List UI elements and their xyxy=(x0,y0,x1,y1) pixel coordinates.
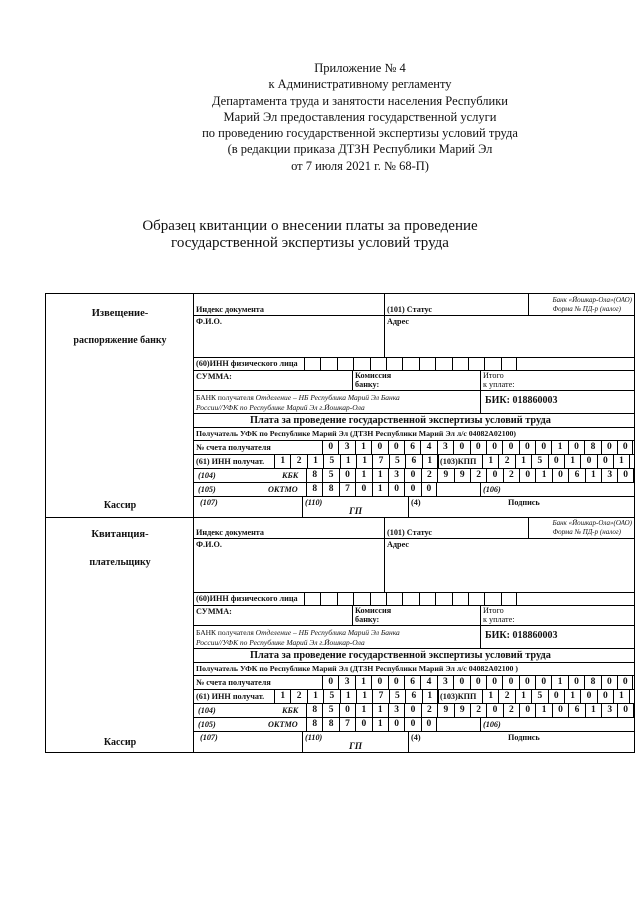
notice-label-2: распоряжение банку xyxy=(73,335,167,346)
digit-cell: 3 xyxy=(388,469,404,482)
doc-index-label: Индекс документа xyxy=(196,528,265,537)
digit-cell: 5 xyxy=(322,704,338,717)
gp-value: ГП xyxy=(349,507,363,517)
digit-cell: 1 xyxy=(355,469,371,482)
payer-inn-grid[interactable] xyxy=(304,593,517,605)
notice-section xyxy=(46,294,634,518)
oktmo-label: ОКТМО xyxy=(268,485,298,494)
digit-cell: 1 xyxy=(372,718,388,731)
digit-cell: 1 xyxy=(535,469,551,482)
digit-cell: 1 xyxy=(355,441,371,454)
digit-cell: 5 xyxy=(531,690,547,703)
fio-label: Ф.И.О. xyxy=(196,317,222,326)
digit-cell: 5 xyxy=(389,690,405,703)
title-line-2: государственной экспертизы условий труда xyxy=(171,235,449,251)
digit-cell: 2 xyxy=(290,455,306,468)
doc-index-row xyxy=(194,517,634,539)
digit-cell: 0 xyxy=(552,469,568,482)
fio-label: Ф.И.О. xyxy=(196,540,222,549)
field-4-cell[interactable] xyxy=(408,497,504,517)
field-107: (107) xyxy=(200,498,218,507)
digit-cell: 8 xyxy=(322,483,338,496)
digit-cell: 1 xyxy=(356,690,372,703)
digit-cell: 0 xyxy=(597,690,613,703)
receipt-section xyxy=(46,517,634,752)
kpp-grid[interactable] xyxy=(482,690,630,703)
digit-cell: 1 xyxy=(551,441,567,454)
digit-cell: 6 xyxy=(405,690,421,703)
receipt-label-column xyxy=(46,517,194,752)
digit-cell: 0 xyxy=(617,704,633,717)
status-label: (101) Статус xyxy=(387,528,432,537)
account-grid[interactable] xyxy=(322,441,633,454)
receipt-label-2: плательщику xyxy=(89,557,151,568)
header-line: к Административному регламенту xyxy=(268,77,452,92)
digit-cell: 0 xyxy=(453,441,469,454)
digit-cell: 3 xyxy=(437,441,453,454)
field-107: (107) xyxy=(200,733,218,742)
receipt-label: Квитанция- xyxy=(91,529,149,540)
payer-inn-label: (60)ИНН физического лица xyxy=(196,594,298,603)
digit-cell: 4 xyxy=(420,676,436,689)
digit-cell: 7 xyxy=(372,690,388,703)
digit-cell: 0 xyxy=(519,676,535,689)
digit-cell: 1 xyxy=(372,483,388,496)
field-106: (106) xyxy=(483,485,501,494)
digit-cell: 1 xyxy=(482,455,498,468)
commission-label: Комиссия банку: xyxy=(355,606,392,624)
digit-cell: 2 xyxy=(421,704,437,717)
notice-label-column xyxy=(46,294,194,517)
bank-form-line-1: Банк «Йошкар-Ола»(ОАО) xyxy=(552,519,632,527)
digit-cell: 2 xyxy=(421,469,437,482)
receipt-fields xyxy=(194,517,634,752)
oktmo-number: (105) xyxy=(198,720,216,729)
bik-cell xyxy=(480,391,634,413)
digit-cell: 6 xyxy=(568,469,584,482)
field-110: (110) xyxy=(305,498,323,507)
digit-cell: 1 xyxy=(274,455,290,468)
kbk-number: (104) xyxy=(198,471,216,480)
digit-cell: 6 xyxy=(404,676,420,689)
digit-cell: 0 xyxy=(339,704,355,717)
digit-cell: 0 xyxy=(404,483,420,496)
digit-cell: 0 xyxy=(568,441,584,454)
recipient-row xyxy=(194,663,634,676)
signature-label: Подпись xyxy=(508,498,540,507)
digit-cell: 0 xyxy=(617,676,633,689)
digit-cell: 1 xyxy=(372,469,388,482)
digit-cell: 0 xyxy=(486,469,502,482)
digit-cell: 0 xyxy=(601,676,617,689)
digit-cell: 0 xyxy=(568,676,584,689)
digit-cell: 8 xyxy=(584,676,600,689)
header-line: по проведению государственной экспертизы условий труда xyxy=(202,126,518,141)
digit-cell: 9 xyxy=(454,469,470,482)
digit-cell: 3 xyxy=(388,704,404,717)
commission-label: Комиссия банку: xyxy=(355,371,392,389)
digit-cell: 2 xyxy=(498,690,514,703)
header-line: Департамента труда и занятости населения Республики xyxy=(211,93,508,108)
field-4: (4) xyxy=(411,733,421,742)
digit-cell: 0 xyxy=(404,704,420,717)
digit-cell: 1 xyxy=(564,690,580,703)
digit-cell: 2 xyxy=(503,704,519,717)
bank-recipient-row xyxy=(194,391,634,414)
kpp-grid[interactable] xyxy=(482,455,630,468)
commission-cell[interactable] xyxy=(352,371,480,390)
signature-cell[interactable] xyxy=(504,732,634,752)
digit-cell: 6 xyxy=(568,704,584,717)
kbk-grid[interactable] xyxy=(306,469,634,482)
address-cell[interactable] xyxy=(384,539,634,592)
account-row xyxy=(194,676,634,690)
bank-recipient: БАНК получателя Отделение – НБ Республика Марий Эл Банка России//УФК по Республике Марий Эл г.Йошкар-Ола xyxy=(196,628,400,647)
digit-cell: 1 xyxy=(613,690,629,703)
sum-row xyxy=(194,606,634,626)
header-line: от 7 июля 2021 г. № 68-П) xyxy=(291,158,429,173)
digit-cell: 0 xyxy=(597,455,613,468)
digit-cell: 3 xyxy=(338,676,354,689)
digit-cell: 1 xyxy=(356,455,372,468)
payer-inn-row xyxy=(194,593,634,606)
total-label: Итого к уплате: xyxy=(483,371,515,389)
digit-cell: 1 xyxy=(613,455,629,468)
digit-cell: 0 xyxy=(580,690,596,703)
oktmo-number: (105) xyxy=(198,485,216,494)
commission-cell[interactable] xyxy=(352,606,480,625)
digit-cell: 1 xyxy=(535,704,551,717)
digit-cell: 0 xyxy=(404,718,420,731)
kbk-row xyxy=(194,469,634,483)
account-row xyxy=(194,441,634,455)
digit-cell: 8 xyxy=(584,441,600,454)
bank-recipient: БАНК получателя Отделение – НБ Республика Марий Эл Банка России//УФК по Республике Марий Эл г.Йошкар-Ола xyxy=(196,393,400,412)
digit-cell: 2 xyxy=(470,704,486,717)
bik-value: БИК: 018860003 xyxy=(485,630,558,641)
oktmo-grid[interactable] xyxy=(306,718,437,731)
recipient-inn-label: (61) ИНН получат. xyxy=(196,692,265,701)
sum-row xyxy=(194,371,634,391)
bank-form-line-2: Форма № ПД-р (налог) xyxy=(552,304,621,313)
digit-cell: 9 xyxy=(454,704,470,717)
field-106: (106) xyxy=(483,720,501,729)
recipient-inn-row xyxy=(194,690,634,704)
recipient-inn-label: (61) ИНН получат. xyxy=(196,457,265,466)
digit-cell: 3 xyxy=(601,469,617,482)
digit-cell: 6 xyxy=(404,441,420,454)
digit-cell: 0 xyxy=(548,690,564,703)
digit-cell: 0 xyxy=(404,469,420,482)
digit-cell: 4 xyxy=(420,441,436,454)
kpp-label: (103)КПП xyxy=(440,457,477,466)
digit-cell: 1 xyxy=(340,690,356,703)
digit-cell: 0 xyxy=(421,483,437,496)
document-title xyxy=(110,218,510,252)
digit-cell: 3 xyxy=(601,704,617,717)
digit-cell: 0 xyxy=(388,441,404,454)
total-label: Итого к уплате: xyxy=(483,606,515,624)
digit-cell: 3 xyxy=(437,676,453,689)
notice-fields xyxy=(194,294,634,517)
kbk-number: (104) xyxy=(198,706,216,715)
doc-index-row xyxy=(194,294,634,316)
digit-cell: 0 xyxy=(355,483,371,496)
recipient-inn-row xyxy=(194,455,634,469)
address-label: Адрес xyxy=(387,317,409,326)
digit-cell: 7 xyxy=(372,455,388,468)
recipient-row xyxy=(194,428,634,441)
kpp-label: (103)КПП xyxy=(440,692,477,701)
bank-form-note xyxy=(552,296,632,313)
payer-inn-label: (60)ИНН физического лица xyxy=(196,359,298,368)
digit-cell: 0 xyxy=(470,441,486,454)
appendix-header xyxy=(160,60,560,174)
digit-cell: 5 xyxy=(531,455,547,468)
field-110-cell[interactable] xyxy=(302,497,408,517)
digit-cell: 0 xyxy=(617,441,633,454)
digit-cell: 9 xyxy=(437,469,453,482)
digit-cell: 0 xyxy=(388,483,404,496)
digit-cell: 1 xyxy=(422,455,438,468)
oktmo-grid[interactable] xyxy=(306,483,437,496)
kbk-label: КБК xyxy=(282,706,299,715)
bank-form-note xyxy=(552,519,632,536)
digit-cell: 1 xyxy=(307,690,323,703)
recipient: Получатель УФК по Республике Марий Эл (ДТЗН Республики Марий Эл л/с 04082А02100) xyxy=(196,429,516,438)
digit-cell: 2 xyxy=(470,469,486,482)
oktmo-row xyxy=(194,718,634,732)
signature-label: Подпись xyxy=(508,733,540,742)
digit-cell: 0 xyxy=(371,441,387,454)
digit-cell: 0 xyxy=(548,455,564,468)
bank-form-cell xyxy=(528,517,634,538)
payment-purpose-row xyxy=(194,649,634,663)
digit-cell: 5 xyxy=(323,455,339,468)
digit-cell: 5 xyxy=(323,690,339,703)
digit-cell: 2 xyxy=(503,469,519,482)
digit-cell: 6 xyxy=(405,455,421,468)
cashier-label: Кассир xyxy=(103,737,137,748)
payer-inn-row xyxy=(194,358,634,371)
digit-cell: 1 xyxy=(564,455,580,468)
digit-cell: 0 xyxy=(601,441,617,454)
digit-cell: 1 xyxy=(551,676,567,689)
oktmo-label: ОКТМО xyxy=(268,720,298,729)
digit-cell: 0 xyxy=(322,441,338,454)
address-cell[interactable] xyxy=(384,316,634,357)
digit-cell: 0 xyxy=(421,718,437,731)
digit-cell: 7 xyxy=(339,483,355,496)
digit-cell: 1 xyxy=(515,455,531,468)
sum-label: СУММА: xyxy=(196,372,232,381)
field-4: (4) xyxy=(411,498,421,507)
payment-purpose: Плата за проведение государственной экспертизы условий труда xyxy=(250,415,551,426)
status-label: (101) Статус xyxy=(387,305,432,314)
account-grid[interactable] xyxy=(322,676,633,689)
final-row xyxy=(194,732,634,752)
oktmo-row xyxy=(194,483,634,497)
digit-cell: 0 xyxy=(486,704,502,717)
kpp-cell xyxy=(438,690,482,703)
digit-cell: 1 xyxy=(422,690,438,703)
digit-cell: 8 xyxy=(306,483,322,496)
bank-form-line-1: Банк «Йошкар-Ола»(ОАО) xyxy=(552,296,632,304)
digit-cell: 8 xyxy=(322,718,338,731)
digit-cell: 0 xyxy=(371,676,387,689)
header-line: (в редакции приказа ДТЗН Республики Марий Эл xyxy=(227,142,493,157)
digit-cell: 1 xyxy=(482,690,498,703)
digit-cell: 0 xyxy=(617,469,633,482)
digit-cell: 0 xyxy=(519,441,535,454)
bik-value: БИК: 018860003 xyxy=(485,395,558,406)
digit-cell: 0 xyxy=(580,455,596,468)
field-110-cell[interactable] xyxy=(302,732,408,752)
digit-cell: 1 xyxy=(515,690,531,703)
digit-cell: 0 xyxy=(535,441,551,454)
digit-cell: 0 xyxy=(486,676,502,689)
doc-index-label: Индекс документа xyxy=(196,305,265,314)
digit-cell: 0 xyxy=(502,676,518,689)
recipient: Получатель УФК по Республике Марий Эл (ДТЗН Республики Марий Эл л/с 04082А02100 ) xyxy=(196,664,518,673)
kbk-row xyxy=(194,704,634,718)
recipient-inn-grid[interactable] xyxy=(274,455,438,468)
digit-cell: 2 xyxy=(498,455,514,468)
digit-cell: 1 xyxy=(340,455,356,468)
kbk-label: КБК xyxy=(282,471,299,480)
account-label: № счета получателя xyxy=(196,678,271,687)
digit-cell: 1 xyxy=(585,704,601,717)
digit-cell: 0 xyxy=(339,469,355,482)
field-106-cell[interactable] xyxy=(480,718,634,731)
digit-cell: 0 xyxy=(502,441,518,454)
digit-cell: 1 xyxy=(585,469,601,482)
digit-cell: 0 xyxy=(453,676,469,689)
digit-cell: 0 xyxy=(388,718,404,731)
digit-cell: 0 xyxy=(519,469,535,482)
digit-cell: 0 xyxy=(470,676,486,689)
gp-value: ГП xyxy=(349,742,363,752)
bik-cell xyxy=(480,626,634,648)
digit-cell: 0 xyxy=(355,718,371,731)
bank-recipient-row xyxy=(194,626,634,649)
kpp-cell xyxy=(438,455,482,468)
digit-cell: 5 xyxy=(322,469,338,482)
kbk-grid[interactable] xyxy=(306,704,634,717)
payment-purpose-row xyxy=(194,414,634,428)
status-cell[interactable] xyxy=(384,294,528,315)
payer-inn-grid[interactable] xyxy=(304,358,517,370)
field-4-cell[interactable] xyxy=(408,732,504,752)
digit-cell: 8 xyxy=(306,704,322,717)
total-cell[interactable] xyxy=(480,606,634,625)
payment-form xyxy=(45,293,635,753)
digit-cell: 9 xyxy=(437,704,453,717)
recipient-inn-grid[interactable] xyxy=(274,690,438,703)
digit-cell: 0 xyxy=(535,676,551,689)
final-row xyxy=(194,497,634,517)
digit-cell: 0 xyxy=(322,676,338,689)
digit-cell: 0 xyxy=(552,704,568,717)
header-line: Марий Эл предоставления государственной услуги xyxy=(223,109,497,124)
bank-form-line-2: Форма № ПД-р (налог) xyxy=(552,527,621,536)
digit-cell: 5 xyxy=(389,455,405,468)
digit-cell: 8 xyxy=(306,718,322,731)
bank-form-cell xyxy=(528,294,634,315)
digit-cell: 3 xyxy=(338,441,354,454)
digit-cell: 0 xyxy=(388,676,404,689)
digit-cell: 8 xyxy=(306,469,322,482)
notice-label: Извещение- xyxy=(91,308,149,319)
digit-cell: 2 xyxy=(290,690,306,703)
status-cell[interactable] xyxy=(384,517,528,538)
field-106-cell[interactable] xyxy=(480,483,634,496)
digit-cell: 1 xyxy=(355,676,371,689)
account-label: № счета получателя xyxy=(196,443,271,452)
digit-cell: 0 xyxy=(486,441,502,454)
fio-row xyxy=(194,539,634,593)
digit-cell: 1 xyxy=(355,704,371,717)
total-cell[interactable] xyxy=(480,371,634,390)
signature-cell[interactable] xyxy=(504,497,634,517)
payment-purpose: Плата за проведение государственной экспертизы условий труда xyxy=(250,650,551,661)
sum-label: СУММА: xyxy=(196,607,232,616)
header-line: Приложение № 4 xyxy=(314,61,406,75)
cashier-label: Кассир xyxy=(103,500,137,511)
digit-cell: 1 xyxy=(372,704,388,717)
digit-cell: 0 xyxy=(519,704,535,717)
address-label: Адрес xyxy=(387,540,409,549)
title-line-1: Образец квитанции о внесении платы за проведение xyxy=(142,218,478,234)
digit-cell: 7 xyxy=(339,718,355,731)
fio-row xyxy=(194,316,634,358)
digit-cell: 1 xyxy=(274,690,290,703)
digit-cell: 1 xyxy=(307,455,323,468)
field-110: (110) xyxy=(305,733,323,742)
